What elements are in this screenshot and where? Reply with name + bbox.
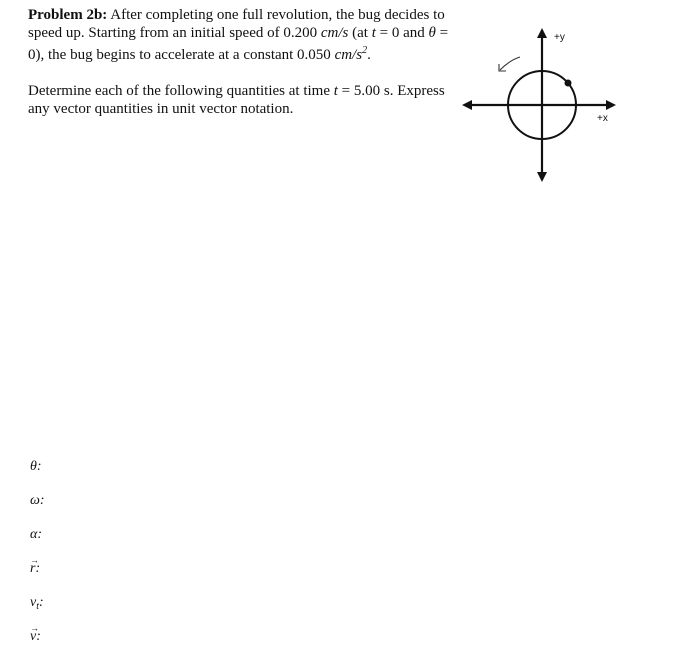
vt-colon: : [39,595,44,610]
x-axis-arrow-left [462,100,472,110]
problem-heading: Problem 2b: [28,7,108,23]
answer-omega: ω: [30,493,45,508]
v-colon: : [36,629,41,644]
intro-text: After completing one full revolution, the bug decides to speed up. Starting from an initial speed of 0.200 [28,7,445,41]
determine-text: Determine each of the following quantities at time [28,83,334,99]
period: . [367,47,371,63]
problem-statement [28,6,458,136]
rotation-direction-arrow-icon [500,57,520,70]
circle-diagram [460,22,630,192]
r-vector-symbol: → r [30,557,35,581]
problem-paragraph-2 [28,82,458,118]
speed-unit: cm/s [320,25,349,41]
y-axis-arrow-up [537,28,547,38]
t-var-2: t [333,83,338,99]
v-vector-symbol: → v [30,625,36,649]
theta-var: θ [428,25,436,41]
problem-paragraph-1 [28,6,458,64]
accel-unit: cm/s [334,47,363,63]
accel-exponent: 2 [362,45,368,56]
y-axis-arrow-down [537,172,547,182]
answer-v-vector [30,625,45,659]
x-axis-arrow-right [606,100,616,110]
t-var: t [371,25,376,41]
answer-theta: θ: [30,459,42,474]
r-colon: : [35,561,41,576]
determine-rest: = 5.00 s. Express any vector quantities in unit vector notation. [28,83,445,117]
t-open: (at [348,25,372,41]
bug-position-dot [565,80,572,87]
answer-list [30,455,45,659]
vt-subscript: t [36,601,39,612]
theta-eq: = 0), the bug begins to accelerate at a constant 0.050 [28,25,449,63]
t-eq: = 0 and [375,25,429,41]
vt-symbol: v [30,595,37,610]
answer-alpha: α: [30,527,43,542]
answer-r-vector [30,557,45,591]
y-axis-label: +y [554,32,565,43]
x-axis-label: +x [597,113,608,124]
